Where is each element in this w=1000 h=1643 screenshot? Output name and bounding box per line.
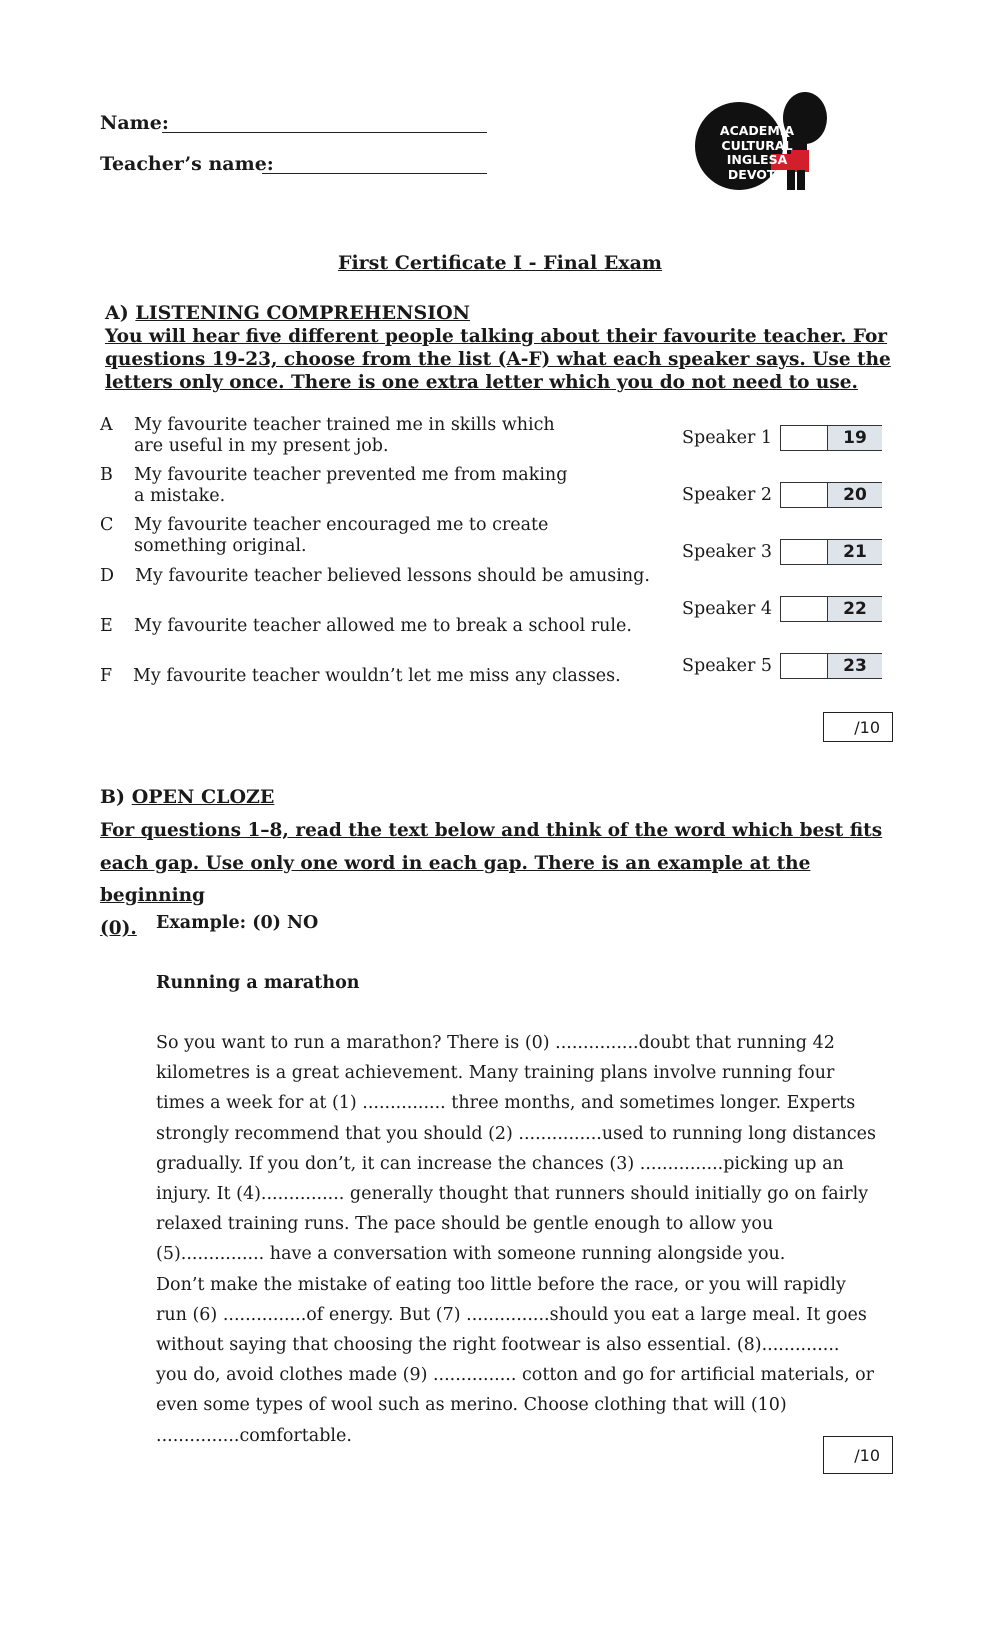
cloze-text — [156, 1028, 876, 1451]
speaker-3-answer-box[interactable] — [780, 539, 882, 565]
speaker-5-answer-box[interactable] — [780, 653, 882, 679]
option-text-c: My favourite teacher encouraged me to create something original. — [134, 515, 549, 556]
option-text-e: My favourite teacher allowed me to break a school rule. — [134, 616, 632, 636]
question-number-23: 23 — [827, 654, 882, 678]
option-text-f: My favourite teacher wouldn’t let me miss any classes. — [133, 666, 621, 686]
speaker-4-answer-input[interactable] — [781, 597, 827, 621]
section-b-heading: B) OPEN CLOZE — [100, 786, 275, 808]
teacher-name-field[interactable] — [262, 173, 487, 174]
option-letter-d: D — [100, 566, 115, 586]
section-b-score-box[interactable] — [823, 1436, 893, 1474]
speaker-3-label: Speaker 3 — [682, 542, 773, 562]
speaker-2-answer-box[interactable] — [780, 482, 882, 508]
option-letter-b: B — [100, 465, 113, 485]
speaker-3-answer-input[interactable] — [781, 540, 827, 564]
section-a-heading: A) LISTENING COMPREHENSION — [105, 302, 471, 324]
option-text-d: My favourite teacher believed lessons should be amusing. — [135, 566, 650, 586]
speaker-4-answer-box[interactable] — [780, 596, 882, 622]
option-letter-c: C — [100, 515, 114, 535]
speaker-4-label: Speaker 4 — [682, 599, 773, 619]
section-a-score-box[interactable] — [823, 712, 893, 742]
logo-text: ACADEMIA CULTURAL INGLESA DEVOTO — [719, 123, 795, 182]
question-number-21: 21 — [827, 540, 882, 564]
speaker-5-label: Speaker 5 — [682, 656, 773, 676]
section-a-instructions: You will hear five different people talking about their favourite teacher. For questions 19-23, choose from the list (A-F) what each speaker says. Use the letters only once. There is one extra letter which you do not need to use. — [105, 326, 891, 393]
option-text-b: My favourite teacher prevented me from making a mistake. — [134, 465, 568, 506]
speaker-2-label: Speaker 2 — [682, 485, 773, 505]
section-a-score: /10 — [854, 718, 880, 737]
speaker-1-answer-input[interactable] — [781, 426, 827, 450]
question-number-20: 20 — [827, 483, 882, 507]
name-label: Name: — [100, 112, 169, 134]
option-letter-f: F — [100, 666, 113, 686]
option-text-a: My favourite teacher trained me in skills which are useful in my present job. — [134, 415, 555, 456]
question-number-19: 19 — [827, 426, 882, 450]
speaker-1-answer-box[interactable] — [780, 425, 882, 451]
section-b-instructions: For questions 1–8, read the text below and think of the word which best fits each gap. Use only one word in each gap. There is an example at the beginning (0). — [100, 820, 883, 939]
teacher-name-label: Teacher’s name: — [100, 153, 274, 175]
section-b-score: /10 — [854, 1446, 880, 1465]
option-letter-a: A — [100, 415, 113, 435]
speaker-2-answer-input[interactable] — [781, 483, 827, 507]
cloze-example: Example: (0) NO — [156, 913, 319, 933]
question-number-22: 22 — [827, 597, 882, 621]
cloze-text-title: Running a marathon — [156, 973, 360, 993]
cloze-paragraph-1: So you want to run a marathon? There is (0) ...............doubt that running 42 kilometres is a great achievement. Many training plans involve running four times a week for at (1) ............... three months, and sometimes longer. Experts strongly recommend that you should (2) ...............used to running long distances gradually. If you don’t, it can increase the chances (3) ...............picking up an injury. It (4)............... generally thought that runners should initially go on fairly relaxed training runs. The pace should be gentle enough to allow you (5)............... have a conversation with someone running alongside you. — [156, 1033, 877, 1265]
exam-title: First Certificate I - Final Exam — [337, 252, 663, 274]
name-field[interactable] — [162, 132, 487, 133]
speaker-5-answer-input[interactable] — [781, 654, 827, 678]
option-letter-e: E — [100, 616, 113, 636]
cloze-paragraph-2: Don’t make the mistake of eating too little before the race, or you will rapidly run (6) ...............of energy. But (7) ...............should you eat a large meal. It goes without saying that choosing the right footwear is also essential. (8).............. you do, avoid clothes made (9) ............... cotton and go for artificial materials, or even some types of wool such as merino. Choose clothing that will (10) ...............comfortable. — [156, 1274, 874, 1446]
speaker-1-label: Speaker 1 — [682, 428, 773, 448]
